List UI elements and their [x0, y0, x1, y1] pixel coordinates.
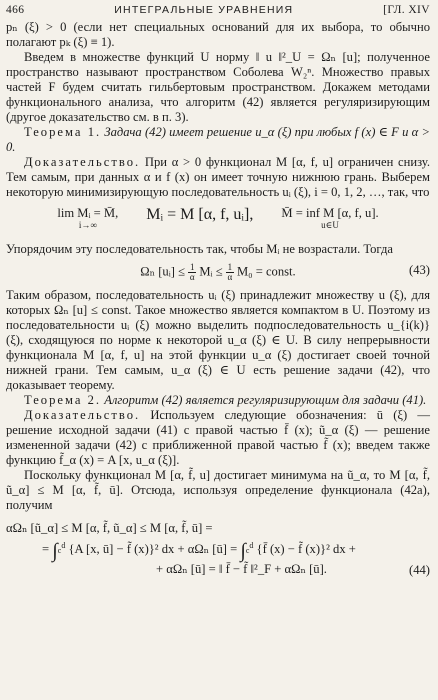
equation-limits [6, 206, 430, 236]
page-number: 466 [6, 4, 25, 16]
proof-1-text: При α > 0 функционал M [α, f, u] ограничен снизу. Тем самым, при данных α и f (x) он имеет точную нижнюю грань. Выберем некоторую минимизирующую последовательность uᵢ (ξ), i = 0, 1, 2, …, так, что [6, 155, 430, 199]
eq43-part-a: Ωₙ [uᵢ] ≤ [140, 264, 189, 279]
eq44-line-1: αΩₙ [ũ_α] ≤ M [α, f̃, ũ_α] ≤ M [α, f̃, ū] = [6, 521, 213, 535]
proof-1 [6, 155, 430, 200]
equation-number-44: (44) [409, 563, 430, 578]
paragraph-compact: Таким образом, последовательность uᵢ (ξ) принадлежит множеству u (ξ), для которых Ωₙ [u] ≤ const. Такое множество является компактом в U. Поэтому из последовательности uᵢ (ξ) можно выделить подпоследовательность u_{i(k)} (ξ), сходящуюся по норме к некоторой u_α (ξ) ∈ U. В силу непрерывности функционала M [α, f, u] на этой функции u_α (ξ) достигает своей точной нижней грани. Тем самым, u_α (ξ) ∈ U есть решение задачи (42), что доказывает теорему. [6, 288, 430, 392]
eq43-part-b: Mᵢ ≤ [196, 264, 226, 279]
proof-2-text: Используем следующие обозначения: ū (ξ) — решение исходной задачи (41) с правой частью f̄ (x); ũ_α (ξ) — решение измененной задачи (42) с приближенной правой частью f̃ (x); введем также функцию f̃_α (x) = A [x, u_α (ξ)]. [6, 408, 430, 467]
fraction-one-over-alpha-2: $\frac{1}{\alpha}$ [227, 262, 233, 282]
limit-text: lim Mᵢ = M̄, [57, 206, 119, 220]
page-header [6, 4, 430, 16]
infimum-expression [281, 206, 378, 230]
eq44-line-2: = $\int c^d$ {A [x, ū] − f̃ (x)}² dx + αΩₙ [ū] = $\int c^d$ {f̄ (x) − f̃ (x)}² dx + [42, 540, 356, 563]
infimum-subscript: u∈U [321, 220, 339, 230]
eq43-part-c: M₀ = const. [233, 264, 296, 279]
infimum-text: M̄ = inf M [α, f, u]. [281, 206, 379, 220]
integral-sign: ∫ [52, 540, 58, 563]
theorem-1 [6, 125, 430, 155]
proof-1-label: Доказательство. [24, 155, 141, 169]
theorem-2-label: Теорема 2. [24, 393, 102, 407]
proof-2-label: Доказательство. [24, 408, 141, 422]
theorem-1-text: Задача (42) имеет решение u_α (ξ) при любых f (x) ∈ F и α > 0. [6, 125, 430, 154]
theorem-2 [6, 393, 430, 408]
equation-number-43: (43) [409, 263, 430, 277]
equation-43 [6, 263, 430, 282]
paragraph-intro: pₙ (ξ) > 0 (если нет специальных оснований для их выбора, то обычно полагают pₖ (ξ) ≡ 1). [6, 20, 430, 49]
eq44-line-3: + αΩₙ [ū] = ‖ f̄ − f̃ ‖²_F + αΩₙ [ū]. [156, 562, 327, 577]
theorem-2-text: Алгоритм (42) является регуляризирующим для задачи (41). [101, 393, 427, 407]
m-i-definition: Mᵢ = M [α, f, uᵢ], [146, 206, 254, 223]
equation-44 [6, 519, 430, 578]
chapter-label: [ГЛ. XIV [383, 4, 430, 16]
paragraph-order: Упорядочим эту последовательность так, чтобы Mᵢ не возрастали. Тогда [6, 242, 393, 256]
theorem-1-label: Теорема 1. [24, 125, 102, 139]
paragraph-minimum: Поскольку функционал M [α, f̃, u] достигает минимума на ũ_α, то M [α, f̃, ũ_α] ≤ M [α, f̃, ū]. Отсюда, используя определение функционала (42а), получим [6, 468, 430, 512]
running-title: ИНТЕГРАЛЬНЫЕ УРАВНЕНИЯ [114, 4, 294, 16]
limit-expression [57, 206, 118, 230]
proof-2 [6, 408, 430, 468]
integral-sign-2: ∫ [240, 540, 246, 563]
paragraph-norm: Введем в множестве функций U норму ‖ u ‖²_U = Ωₙ [u]; полученное пространство называют пространством Соболева W₂ⁿ. Множество правых частей F будем считать гильбертовым пространством. Докажем методами функционального анализа, что алгоритм (42) является регуляризирующим (другое доказательство см. в п. 3). [6, 50, 430, 124]
fraction-one-over-alpha: $\frac{1}{\alpha}$ [189, 262, 195, 282]
limit-subscript: i→∞ [78, 220, 97, 230]
